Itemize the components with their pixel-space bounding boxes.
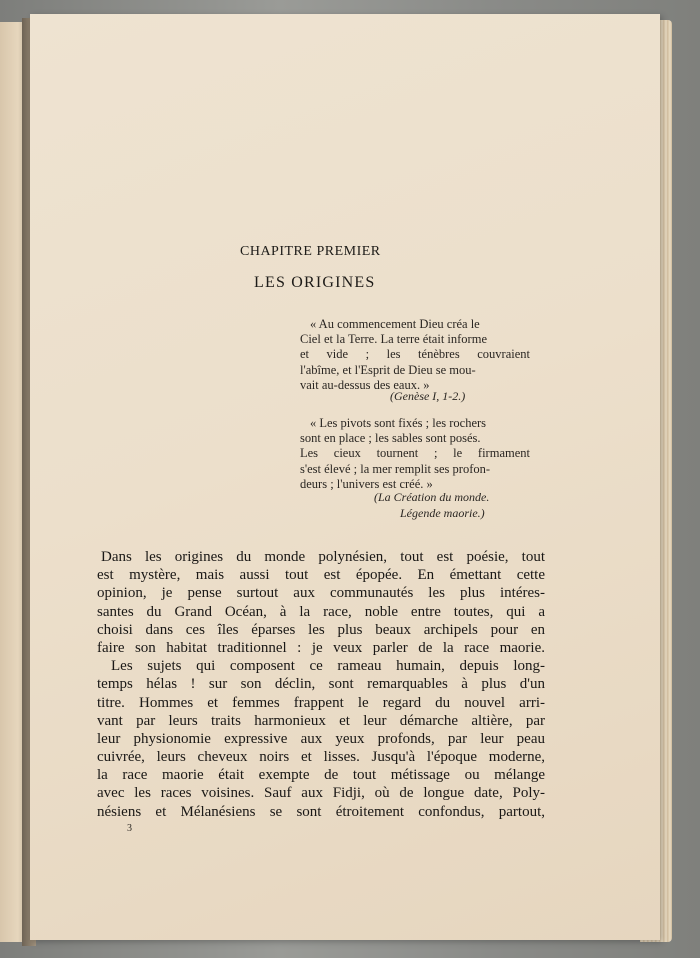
chapter-title: LES ORIGINES xyxy=(254,274,376,291)
body-paragraphs xyxy=(97,548,545,821)
body-line: Dans les origines du monde polynésien, tout est poésie, tout xyxy=(101,549,545,565)
body-line: santes du Grand Océan, à la race, noble entre toutes, qui a xyxy=(97,603,545,620)
body-line: avec les races voisines. Sauf aux Fidji, où de longue date, Poly- xyxy=(97,785,545,802)
body-line: temps hélas ! sur son déclin, sont remarquables à plus d'un xyxy=(97,676,545,693)
epigraph-source-genesis: (Genèse I, 1-2.) xyxy=(390,389,466,403)
body-line: leur physionomie expressive aux yeux profonds, par leur peau xyxy=(97,730,545,747)
epigraph-line: vait au-dessus des eaux. » xyxy=(300,377,430,392)
body-line: cuivrée, leurs cheveux noirs et lisses. Jusqu'à l'époque moderne, xyxy=(97,749,545,766)
epigraph-line: sont en place ; les sables sont posés. xyxy=(300,431,481,446)
epigraph-line: Ciel et la Terre. La terre était informe xyxy=(300,332,487,347)
body-line: titre. Hommes et femmes frappent le regard du nouvel arri- xyxy=(97,694,545,711)
body-line: la race maorie était exempte de tout métissage ou mélange xyxy=(97,767,545,784)
body-line: est mystère, mais aussi tout est épopée. En émettant cette xyxy=(97,567,545,584)
epigraph-source-maori-line1: (La Création du monde. xyxy=(374,490,490,504)
epigraph-genesis xyxy=(300,317,530,393)
epigraph-line: « Au commencement Dieu créa le xyxy=(310,317,480,331)
epigraph-line: et vide ; les ténèbres couvraient xyxy=(300,347,530,362)
body-line: nésiens et Mélanésiens se sont étroitement confondus, partout, xyxy=(97,803,545,820)
body-line: choisi dans ces îles éparses les plus beaux archipels pour en xyxy=(97,621,545,638)
epigraph-line: s'est élevé ; la mer remplit ses profon- xyxy=(300,461,491,476)
epigraph-line: « Les pivots sont fixés ; les rochers xyxy=(310,416,487,430)
body-line: Les sujets qui composent ce rameau humain, depuis long- xyxy=(111,658,545,675)
epigraph-line: l'abîme, et l'Esprit de Dieu se mou- xyxy=(300,362,476,377)
body-line: opinion, je pense surtout aux communautés les plus intéres- xyxy=(97,585,545,602)
epigraph-maori xyxy=(300,416,530,492)
page-number: 3 xyxy=(127,823,132,834)
epigraph-line: Les cieux tournent ; le firmament xyxy=(300,446,530,461)
body-line: faire son habitat traditionnel : je veux parler de la race maorie. xyxy=(97,639,545,656)
epigraph-line: deurs ; l'univers est créé. » xyxy=(300,476,433,491)
body-line: vant par leurs traits harmonieux et leur démarche altière, par xyxy=(97,712,545,729)
chapter-label: CHAPITRE PREMIER xyxy=(240,244,381,259)
epigraph-source-maori-line2: Légende maorie.) xyxy=(400,506,485,520)
